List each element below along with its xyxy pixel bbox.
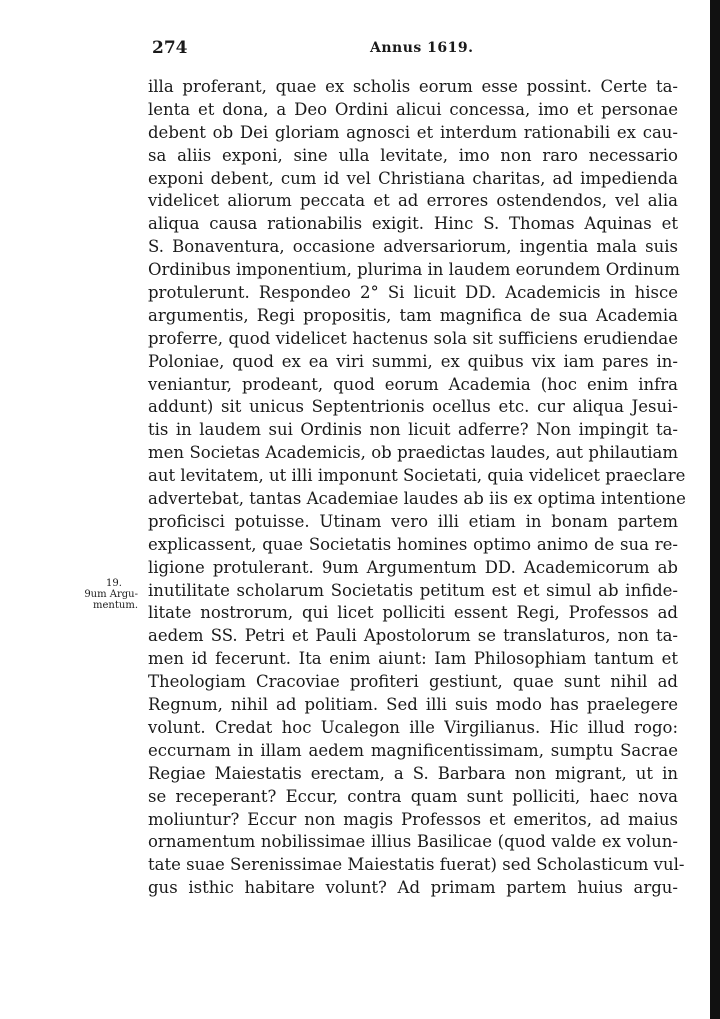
text-line: addunt) sit unicus Septentrionis ocellus etc. cur aliqua Jesui- — [148, 397, 678, 417]
text-line: debent ob Dei gloriam agnosci et interdum rationabili ex cau- — [148, 122, 678, 142]
text-line: ornamentum nobilissimae illius Basilicae (quod valde ex volun- — [148, 832, 678, 852]
text-line: inutilitate scholarum Societatis petitum est et simul ab infide- — [148, 580, 678, 600]
text-line: S. Bonaventura, occasione adversariorum, ingentia mala suis — [148, 237, 678, 257]
text-line: lenta et dona, a Deo Ordini alicui concessa, imo et personae — [148, 99, 678, 119]
text-line: illa proferant, quae ex scholis eorum esse possint. Certe ta- — [148, 77, 678, 96]
text-line: explicassent, quae Societatis homines optimo animo de sua re- — [148, 534, 678, 554]
text-line: exponi debent, cum id vel Christiana charitas, ad impedienda — [148, 168, 678, 188]
text-line: tate suae Serenissimae Maiestatis fuerat) sed Scholasticum vul- — [148, 855, 685, 875]
text-line: aliqua causa rationabilis exigit. Hinc S. Thomas Aquinas et — [148, 214, 678, 234]
text-line: men Societas Academicis, ob praedictas laudes, aut philautiam — [148, 443, 678, 463]
text-line: videlicet aliorum peccata et ad errores ostendendos, vel alia — [148, 191, 678, 211]
page-number: 274 — [152, 38, 188, 58]
text-line: argumentis, Regi propositis, tam magnifica de sua Academia — [148, 305, 678, 325]
text-line: aut levitatem, ut illi imponunt Societati, quia videlicet praeclare — [148, 466, 686, 486]
text-line: tis in laudem sui Ordinis non licuit adferre? Non impingit ta- — [148, 420, 678, 440]
margin-note-line: mentum. — [93, 600, 138, 611]
text-line: eccurnam in illam aedem magnificentissimam, sumptu Sacrae — [148, 740, 678, 760]
text-line: aedem SS. Petri et Pauli Apostolorum se translaturos, non ta- — [148, 626, 678, 646]
margin-note-number: 19. — [106, 578, 122, 589]
text-line: se receperant? Eccur, contra quam sunt polliciti, haec nova — [148, 786, 678, 806]
text-line: volunt. Credat hoc Ucalegon ille Virgilianus. Hic illud rogo: — [148, 717, 678, 737]
text-line: protulerunt. Respondeo 2° Si licuit DD. Academicis in hisce — [148, 283, 678, 303]
margin-note-line: 9um Argu- — [84, 589, 138, 600]
page-header — [152, 38, 678, 62]
text-line: Ordinibus imponentium, plurima in laudem eorundem Ordinum — [148, 260, 680, 280]
text-line: Poloniae, quod ex ea viri summi, ex quibus vix iam pares in- — [148, 351, 678, 371]
text-line: Regiae Maiestatis erectam, a S. Barbara non migrant, ut in — [148, 763, 678, 783]
text-line: Regnum, nihil ad politiam. Sed illi suis modo has praelegere — [148, 695, 678, 715]
text-line: gus isthic habitare volunt? Ad primam partem huius argu- — [148, 878, 678, 898]
text-line: men id fecerunt. Ita enim aiunt: Iam Philosophiam tantum et — [148, 649, 678, 669]
text-line: proficisci potuisse. Utinam vero illi etiam in bonam partem — [148, 511, 678, 531]
text-line: Theologiam Cracoviae profiteri gestiunt, quae sunt nihil ad — [148, 672, 678, 692]
scan-edge-border — [710, 0, 720, 1019]
text-line: litate nostrorum, qui licet polliciti essent Regi, Professos ad — [148, 603, 678, 623]
text-line: ligione protulerant. 9um Argumentum DD. Academicorum ab — [148, 557, 678, 577]
text-line: veniantur, prodeant, quod eorum Academia (hoc enim infra — [148, 374, 678, 394]
text-line: moliuntur? Eccur non magis Professos et emeritos, ad maius — [148, 809, 678, 829]
running-head: Annus 1619. — [370, 40, 474, 56]
text-line: advertebat, tantas Academiae laudes ab iis ex optima intentione — [148, 489, 686, 509]
margin-note — [70, 578, 138, 611]
body-text — [138, 76, 686, 900]
text-line: sa aliis exponi, sine ulla levitate, imo non raro necessario — [148, 145, 678, 165]
text-line: proferre, quod videlicet hactenus sola sit sufficiens erudiendae — [148, 328, 678, 348]
